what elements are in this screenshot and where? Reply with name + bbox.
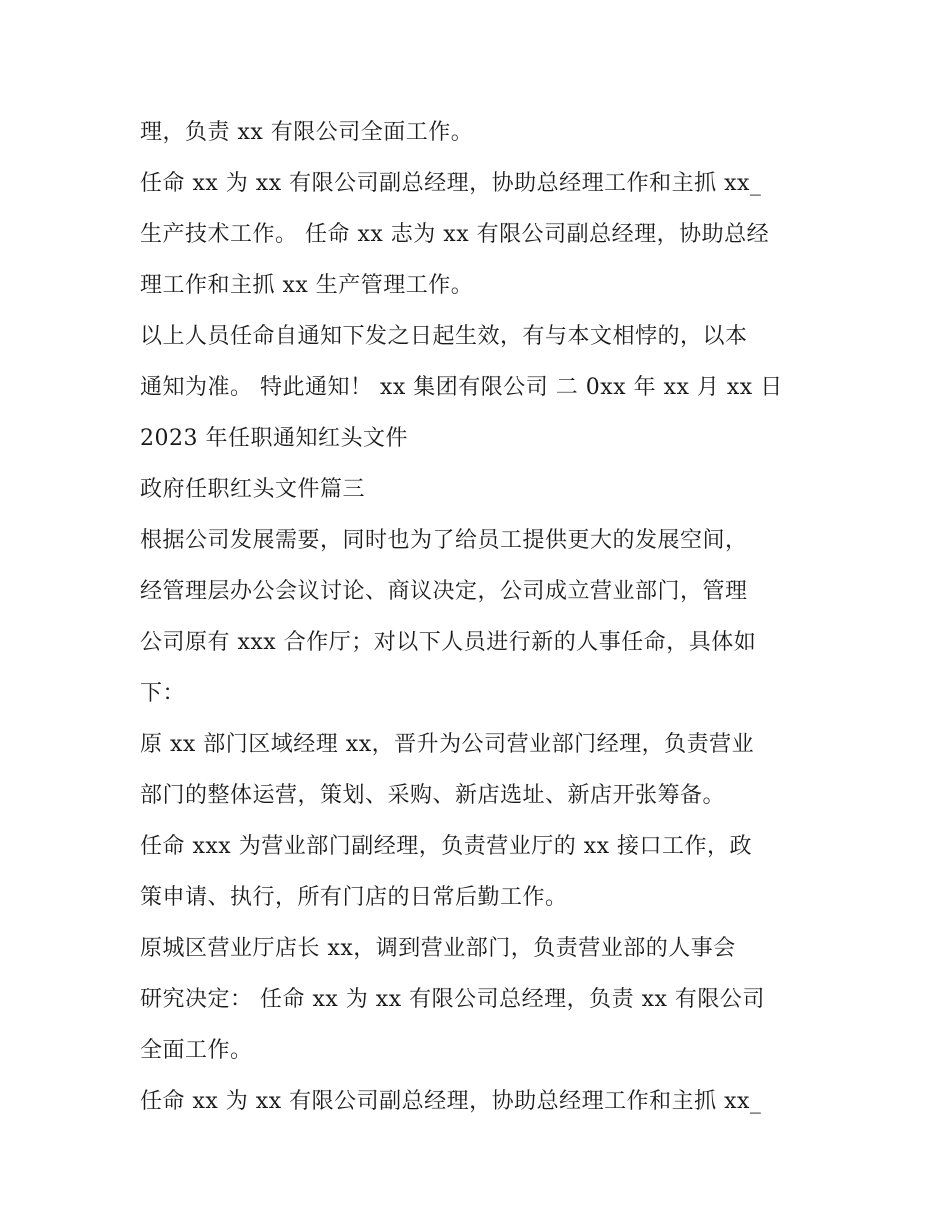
text-line: 任命 xxx 为营业部门副经理，负责营业厅的 xx 接口工作，政 (140, 834, 753, 859)
text-line: 部门的整体运营，策划、采购、新店选址、新店开张筹备。 (140, 783, 726, 808)
text-line: 全面工作。 (140, 1038, 253, 1063)
text-line: 原城区营业厅店长 xx，调到营业部门，负责营业部的人事会 (140, 936, 736, 961)
text-line: 理工作和主抓 xx 生产管理工作。 (140, 273, 474, 298)
text-line: 根据公司发展需要，同时也为了给员工提供更大的发展空间， (140, 528, 748, 553)
text-line: 任命 xx 为 xx 有限公司副总经理，协助总经理工作和主抓 xx_ (140, 171, 762, 196)
text-line: 原 xx 部门区域经理 xx，晋升为公司营业部门经理，负责营业 (140, 732, 755, 757)
text-line: 任命 xx 为 xx 有限公司副总经理，协助总经理工作和主抓 xx_ (140, 1089, 762, 1114)
document-body (140, 107, 820, 1127)
text-line: 经管理层办公会议讨论、商议决定，公司成立营业部门，管理 (140, 579, 748, 604)
section-title: 政府任职红头文件篇三 (140, 477, 366, 502)
text-line: 策申请、执行，所有门店的日常后勤工作。 (140, 885, 568, 910)
section-title: 2023 年任职通知红头文件 (140, 426, 408, 451)
text-line: 生产技术工作。 任命 xx 志为 xx 有限公司副总经理，协助总经 (140, 222, 770, 247)
text-line: 公司原有 xxx 合作厅；对以下人员进行新的人事任命，具体如 (140, 630, 757, 655)
text-line: 理，负责 xx 有限公司全面工作。 (140, 120, 474, 145)
text-line: 研究决定： 任命 xx 为 xx 有限公司总经理，负责 xx 有限公司 (140, 987, 765, 1012)
text-line: 以上人员任命自通知下发之日起生效，有与本文相悖的，以本 (140, 324, 748, 349)
text-line: 通知为准。 特此通知！ xx 集团有限公司 二 0xx 年 xx 月 xx 日 (140, 375, 783, 400)
text-line: 下： (140, 681, 186, 706)
